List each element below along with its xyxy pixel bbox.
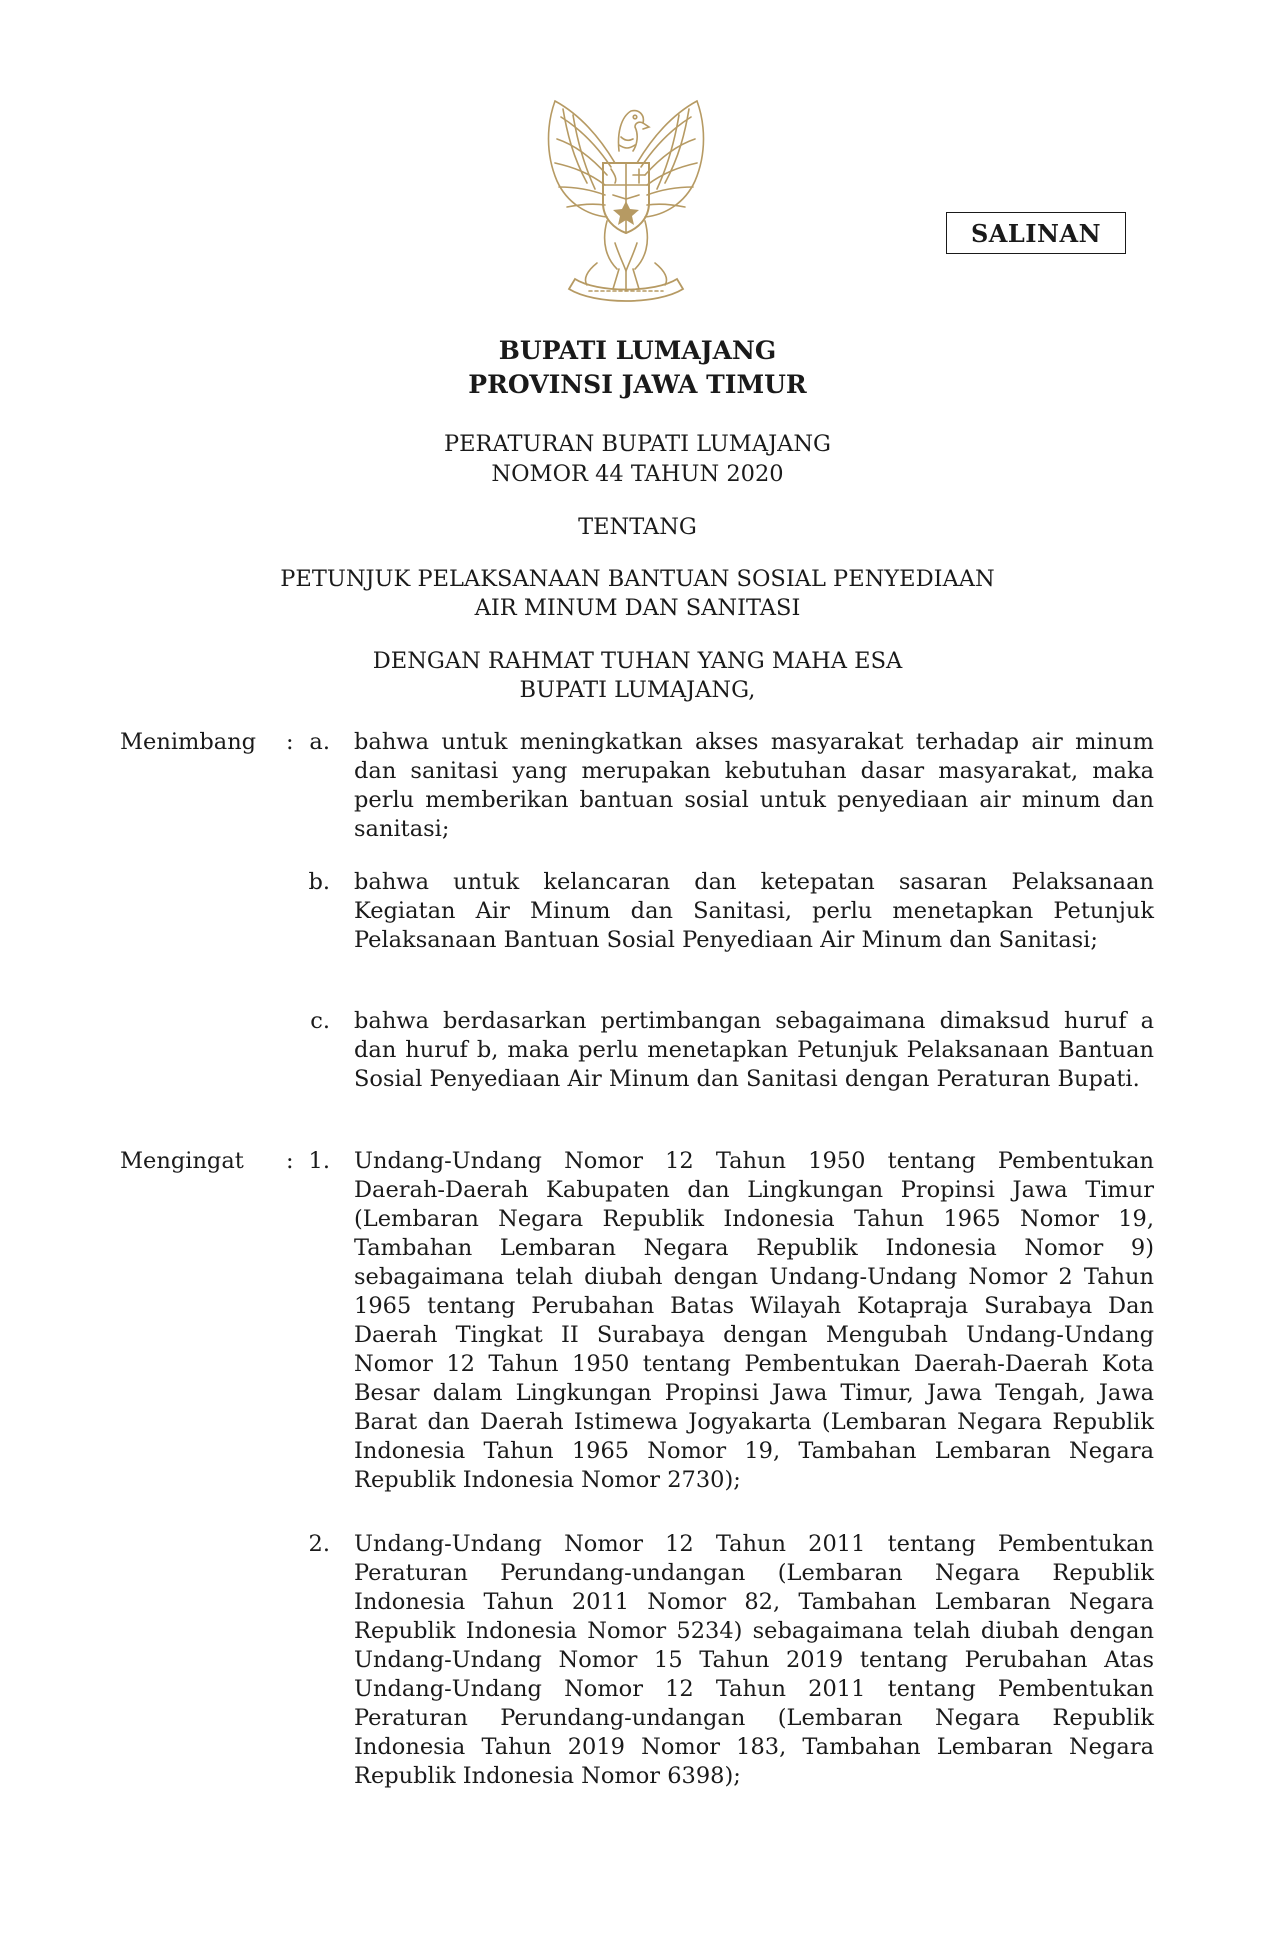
mengingat-item-text: Undang-Undang Nomor 12 Tahun 2011 tentang Pembentukan Peraturan Perundang-undangan (Lembaran Negara Republik Indonesia Tahun 2011 Nomor 82, Tambahan Lembaran Negara Republik Indonesia Nomor 5234) sebagaimana telah diubah dengan Undang-Undang Nomor 15 Tahun 2019 tentang Perubahan Atas Undang-Undang Nomor 12 Tahun 2011 tentang Pembentukan Peraturan Perundang-undangan (Lembaran Negara Republik Indonesia Tahun 2019 Nomor 183, Tambahan Lembaran Negara Republik Indonesia Nomor 6398);	[354, 1531, 1154, 1789]
menimbang-item-number: c.	[310, 1008, 330, 1034]
regulation-subject-line1: PETUNJUK PELAKSANAAN BANTUAN SOSIAL PENYEDIAAN	[280, 566, 995, 592]
menimbang-label: Menimbang	[120, 729, 257, 755]
mengingat-item-number: 2.	[308, 1531, 330, 1557]
menimbang-item-text: bahwa berdasarkan pertimbangan sebagaimana dimaksud huruf a dan huruf b, maka perlu menetapkan Petunjuk Pelaksanaan Bantuan Sosial Penyediaan Air Minum dan Sanitasi dengan Peraturan Bupati.	[354, 1008, 1154, 1092]
province-title: PROVINSI JAWA TIMUR	[468, 370, 807, 399]
salinan-stamp: SALINAN	[946, 212, 1126, 254]
menimbang-item-text: bahwa untuk kelancaran dan ketepatan sasaran Pelaksanaan Kegiatan Air Minum dan Sanitasi, perlu menetapkan Petunjuk Pelaksanaan Bantuan Sosial Penyediaan Air Minum dan Sanitasi;	[354, 869, 1154, 953]
regulation-about: TENTANG	[578, 514, 697, 540]
issuer-title: BUPATI LUMAJANG	[498, 336, 777, 365]
regulation-title: PERATURAN BUPATI LUMAJANG	[443, 431, 832, 457]
mengingat-item-number: 1.	[308, 1148, 330, 1174]
mengingat-colon: :	[286, 1148, 294, 1174]
grace-line2: BUPATI LUMAJANG,	[519, 677, 756, 703]
garuda-emblem-icon	[527, 93, 725, 313]
menimbang-item-number: a.	[309, 729, 330, 755]
regulation-subject-line2: AIR MINUM DAN SANITASI	[474, 595, 801, 621]
menimbang-item-number: b.	[308, 869, 330, 895]
regulation-number: NOMOR 44 TAHUN 2020	[491, 461, 784, 487]
grace-line1: DENGAN RAHMAT TUHAN YANG MAHA ESA	[372, 648, 903, 674]
menimbang-item-text: bahwa untuk meningkatkan akses masyarakat terhadap air minum dan sanitasi yang merupakan kebutuhan dasar masyarakat, maka perlu memberikan bantuan sosial untuk penyediaan air minum dan sanitasi;	[354, 729, 1154, 842]
mengingat-item-text: Undang-Undang Nomor 12 Tahun 1950 tentang Pembentukan Daerah-Daerah Kabupaten dan Lingkungan Propinsi Jawa Timur (Lembaran Negara Republik Indonesia Tahun 1965 Nomor 19, Tambahan Lembaran Negara Republik Indonesia Nomor 9) sebagaimana telah diubah dengan Undang-Undang Nomor 2 Tahun 1965 tentang Perubahan Batas Wilayah Kotapraja Surabaya Dan Daerah Tingkat II Surabaya dengan Mengubah Undang-Undang Nomor 12 Tahun 1950 tentang Pembentukan Daerah-Daerah Kota Besar dalam Lingkungan Propinsi Jawa Timur, Jawa Tengah, Jawa Barat dan Daerah Istimewa Jogyakarta (Lembaran Negara Republik Indonesia Tahun 1965 Nomor 19, Tambahan Lembaran Negara Republik Indonesia Nomor 2730);	[354, 1148, 1154, 1493]
mengingat-label: Mengingat	[120, 1148, 244, 1174]
menimbang-colon: :	[286, 729, 294, 755]
